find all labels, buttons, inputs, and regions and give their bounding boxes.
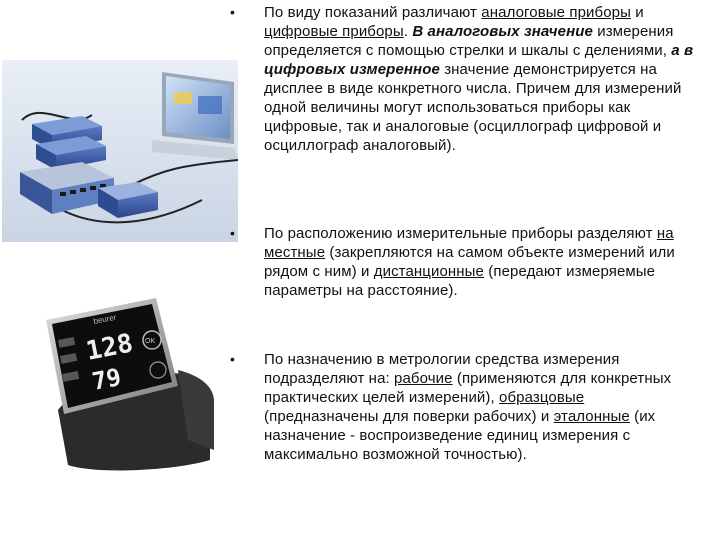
bullet-marker: •	[230, 225, 235, 241]
paragraph-instrument-location: По расположению измерительные приборы разделяют на местные (закрепляются на самом объекте измерений или рядом с ним) и дистанционные (передают измеряемые параметры на расстояние).	[264, 225, 675, 299]
monitor-brand: beurer	[92, 312, 118, 326]
paragraph-instrument-display-types: По виду показаний различают аналоговые приборы и цифровые приборы. В аналоговых значение измерения определяется с помощью стрелки и шкалы с делениями, а в цифровых измеренное значение демонстрируется на дисплее в виде конкретного числа. Причем для измерений одной величины могут использоваться приборы как цифровые, так и аналоговые (осциллограф цифровой и осциллограф аналоговый).	[264, 4, 694, 154]
bullet-item-3	[230, 350, 700, 464]
bullet-item-2	[230, 224, 700, 300]
measuring-equipment-photo	[2, 60, 238, 242]
digital-blood-pressure-monitor-photo	[28, 290, 218, 480]
bullet-marker: •	[230, 351, 235, 367]
monitor-diastolic: 79	[89, 362, 124, 396]
monitor-ok: OK	[145, 338, 156, 345]
monitor-systolic: 128	[83, 328, 136, 367]
bullet-item-1	[230, 3, 700, 155]
bullet-marker: •	[230, 4, 235, 20]
paragraph-instrument-purpose: По назначению в метрологии средства измерения подразделяют на: рабочие (применяются для конкретных практических целей измерений), образцовые (предназначены для поверки рабочих) и эталонные (их назначение - воспроизведение единиц измерения с максимально возможной точностью).	[264, 351, 672, 463]
module-stack-icon	[32, 116, 106, 170]
